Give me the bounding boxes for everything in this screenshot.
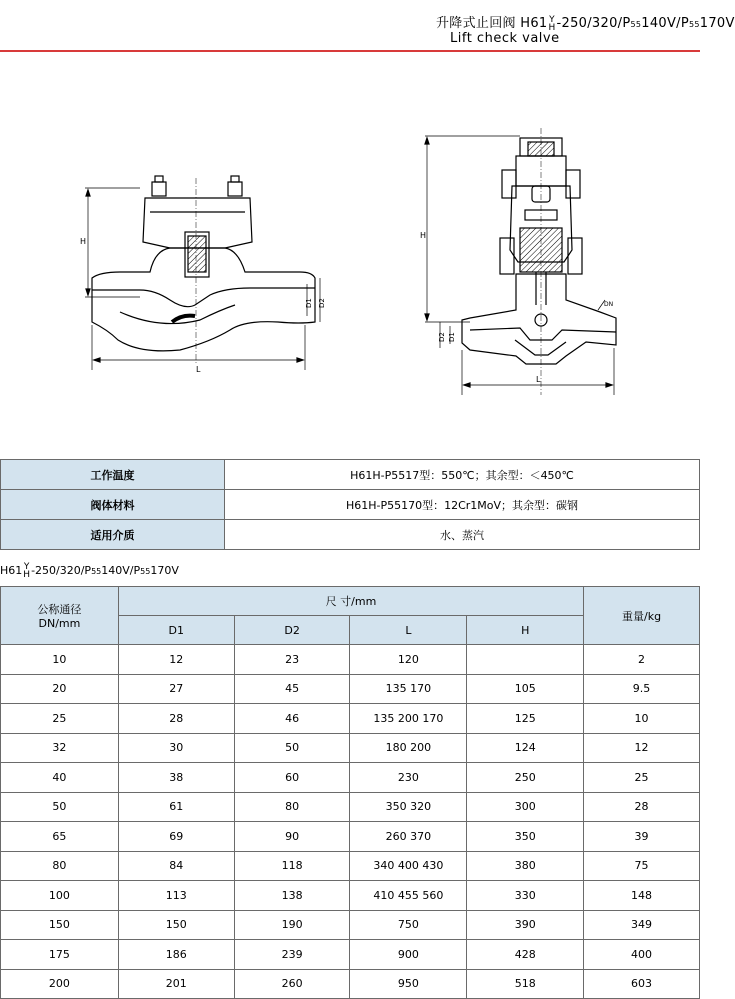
- cell-weight: 25: [584, 763, 700, 793]
- cell-d1: 30: [118, 733, 234, 763]
- cell-dn: 80: [1, 851, 119, 881]
- cell-d1: 150: [118, 910, 234, 940]
- table-row: [1, 940, 700, 970]
- table-row: [1, 704, 700, 734]
- cell-d1: 69: [118, 822, 234, 852]
- cell-l: 750: [350, 910, 467, 940]
- cell-h: 390: [467, 910, 584, 940]
- table-row: [1, 763, 700, 793]
- cell-weight: 10: [584, 704, 700, 734]
- cell-dn: 25: [1, 704, 119, 734]
- table-header-row: [1, 587, 700, 616]
- label-d1-left: D1: [305, 298, 313, 308]
- cell-d2: 80: [234, 792, 350, 822]
- cell-l: 410 455 560: [350, 881, 467, 911]
- label-l-left: L: [196, 365, 201, 374]
- cell-l: 260 370: [350, 822, 467, 852]
- condition-value: H61H-P5517型：550℃；其余型：＜450℃: [225, 460, 700, 490]
- col-header-weight: 重量/kg: [584, 587, 700, 645]
- label-h-right: H: [420, 231, 427, 240]
- cell-h: 300: [467, 792, 584, 822]
- col-header-dn: 公称通径 DN/mm: [1, 587, 119, 645]
- label-d1-right: D1: [448, 332, 456, 342]
- cell-weight: 2: [584, 645, 700, 675]
- cell-d2: 60: [234, 763, 350, 793]
- condition-key: 阀体材料: [1, 490, 225, 520]
- left-view: [85, 176, 320, 370]
- cell-weight: 148: [584, 881, 700, 911]
- cell-dn: 50: [1, 792, 119, 822]
- title-zh: 升降式止回阀: [436, 16, 516, 31]
- cell-h: 380: [467, 851, 584, 881]
- cell-l: 230: [350, 763, 467, 793]
- cell-weight: 75: [584, 851, 700, 881]
- conditions-table: [0, 459, 700, 550]
- cell-dn: 10: [1, 645, 119, 675]
- condition-key: 适用介质: [1, 520, 225, 550]
- cell-h: 105: [467, 674, 584, 704]
- label-l-right: L: [536, 375, 541, 384]
- cell-dn: 175: [1, 940, 119, 970]
- condition-value: 水、蒸汽: [225, 520, 700, 550]
- cell-h: 518: [467, 969, 584, 999]
- label-dn-right: DN: [604, 301, 614, 308]
- table-row: [1, 645, 700, 675]
- model-fraction: Y H: [548, 14, 556, 33]
- cell-d2: 45: [234, 674, 350, 704]
- label-h-left: H: [80, 237, 87, 246]
- page-title: 升降式止回阀 H61 Y H-250/320/P55140V/P55170V: [436, 14, 735, 33]
- model-prefix: H61: [520, 16, 548, 31]
- cell-l: 180 200: [350, 733, 467, 763]
- cell-h: 124: [467, 733, 584, 763]
- cell-weight: 12: [584, 733, 700, 763]
- table-row: [1, 460, 700, 490]
- table-row: [1, 822, 700, 852]
- cell-l: 350 320: [350, 792, 467, 822]
- cell-l: 950: [350, 969, 467, 999]
- dimensions-table: [0, 586, 700, 999]
- cell-weight: 28: [584, 792, 700, 822]
- cell-l: 135 170: [350, 674, 467, 704]
- cell-d2: 138: [234, 881, 350, 911]
- table-row: [1, 910, 700, 940]
- cell-h: 125: [467, 704, 584, 734]
- cell-d1: 186: [118, 940, 234, 970]
- table-row: [1, 851, 700, 881]
- condition-value: H61H-P55170型：12Cr1MoV；其余型：碳钢: [225, 490, 700, 520]
- cell-weight: 603: [584, 969, 700, 999]
- table-row: [1, 674, 700, 704]
- cell-h: 350: [467, 822, 584, 852]
- cell-h: 250: [467, 763, 584, 793]
- cell-weight: 9.5: [584, 674, 700, 704]
- cell-dn: 100: [1, 881, 119, 911]
- cell-d1: 201: [118, 969, 234, 999]
- cell-d1: 61: [118, 792, 234, 822]
- cell-d1: 113: [118, 881, 234, 911]
- cell-weight: 400: [584, 940, 700, 970]
- label-d2-left: D2: [318, 298, 326, 308]
- cell-dn: 20: [1, 674, 119, 704]
- cell-d1: 38: [118, 763, 234, 793]
- cell-d2: 46: [234, 704, 350, 734]
- cell-dn: 32: [1, 733, 119, 763]
- cell-h: 330: [467, 881, 584, 911]
- cell-weight: 349: [584, 910, 700, 940]
- cell-l: 340 400 430: [350, 851, 467, 881]
- cell-h: 428: [467, 940, 584, 970]
- valve-drawing: [0, 120, 700, 400]
- col-header-dimensions: 尺 寸/mm: [118, 587, 583, 616]
- col-header-d1: D1: [118, 616, 234, 645]
- col-header-d2: D2: [234, 616, 350, 645]
- right-view: [425, 128, 616, 395]
- cell-dn: 150: [1, 910, 119, 940]
- table-row: [1, 969, 700, 999]
- cell-weight: 39: [584, 822, 700, 852]
- cell-dn: 200: [1, 969, 119, 999]
- cell-dn: 65: [1, 822, 119, 852]
- table-row: [1, 520, 700, 550]
- cell-d2: 118: [234, 851, 350, 881]
- cell-d2: 23: [234, 645, 350, 675]
- col-header-l: L: [350, 616, 467, 645]
- table-caption: H61 Y H-250/320/P55140V/P55170V: [0, 562, 179, 580]
- cell-dn: 40: [1, 763, 119, 793]
- cell-d1: 28: [118, 704, 234, 734]
- cell-d2: 90: [234, 822, 350, 852]
- cell-l: 135 200 170: [350, 704, 467, 734]
- title-en: Lift check valve: [450, 31, 560, 46]
- cell-d2: 190: [234, 910, 350, 940]
- cell-h: [467, 645, 584, 675]
- table-row: [1, 733, 700, 763]
- table-row: [1, 490, 700, 520]
- cell-d2: 239: [234, 940, 350, 970]
- condition-key: 工作温度: [1, 460, 225, 490]
- label-d2-right: D2: [438, 332, 446, 342]
- cell-d1: 12: [118, 645, 234, 675]
- header-divider: [0, 50, 700, 52]
- table-row: [1, 792, 700, 822]
- cell-d1: 84: [118, 851, 234, 881]
- cell-l: 900: [350, 940, 467, 970]
- cell-d2: 260: [234, 969, 350, 999]
- table-row: [1, 881, 700, 911]
- cell-d2: 50: [234, 733, 350, 763]
- col-header-h: H: [467, 616, 584, 645]
- cell-d1: 27: [118, 674, 234, 704]
- cell-l: 120: [350, 645, 467, 675]
